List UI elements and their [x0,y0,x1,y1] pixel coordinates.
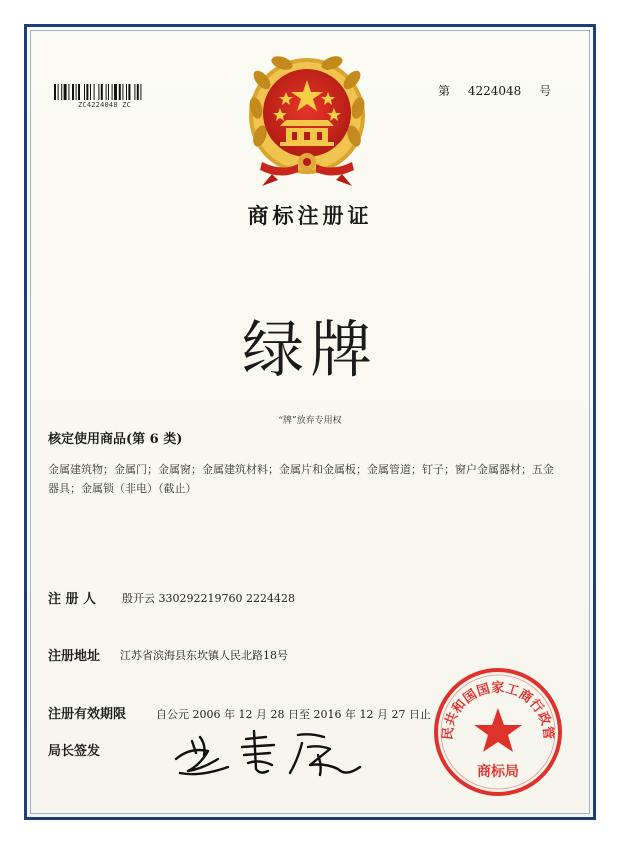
trademark-name: 绿牌 [241,313,378,386]
registrant-label: 注 册 人 [48,592,97,607]
disclaimer-note: “牌”放弃专用权 [278,416,342,426]
barcode-bar [140,84,141,100]
barcode-bar [106,84,107,100]
goods-list: 金属建筑物；金属门；金属窗；金属建筑材料；金属片和金属板；金属管道；钉子；窗户金属器材；五金器具；金属锁（非电）（截止） [48,463,554,495]
barcode-bar [98,84,99,100]
registration-prefix: 第 [438,84,451,98]
barcode-bar [64,84,67,100]
director-signature [170,725,390,789]
barcode-bars [54,84,174,100]
certificate-title: 商标注册证 [247,203,373,228]
barcode-bar [58,84,59,100]
barcode-bar [101,84,103,100]
registrant-value: 殷开云 330292219760 2224428 [122,592,295,605]
barcode-bar [61,84,62,100]
barcode-bar [72,84,74,100]
barcode-bar [128,84,130,100]
address-label: 注册地址 [48,649,101,664]
seal-center-text: 商标局 [477,764,519,780]
trademark-office-seal [430,664,566,804]
national-emblem-icon [242,50,372,194]
goods-heading: 核定使用商品(第 6 类) [48,432,183,447]
barcode-bar [90,84,91,100]
barcode-bar [112,84,113,100]
registration-number-value: 4224048 [467,84,522,98]
barcode-bar [78,84,80,100]
barcode-text: ZC4224048 ZC [78,101,131,109]
barcode-bar [84,84,85,100]
seal-ring-text: 民共和国国家工商行政管 [440,681,556,741]
barcode-bar [126,84,127,100]
barcode-bar [137,84,139,100]
barcode-bar [68,84,69,100]
star-icon [474,708,522,752]
barcode-bar [86,84,88,100]
barcode-bar [134,84,135,100]
address-value: 江苏省滨海县东坎镇人民北路18号 [120,649,288,662]
barcode-bar [108,84,109,100]
barcode-bar [122,84,123,100]
director-label: 局长签发 [48,744,101,759]
barcode-bar [114,84,117,100]
barcode-bar [54,84,56,100]
registration-suffix: 号 [539,84,552,98]
validity-label: 注册有效期限 [48,707,127,722]
barcode-bar [76,84,77,100]
barcode-bar [119,84,121,100]
registration-number [438,82,565,99]
validity-value: 自公元 2006 年 12 月 28 日至 2016 年 12 月 27 日止 [156,708,431,721]
barcode-bar [94,84,95,100]
